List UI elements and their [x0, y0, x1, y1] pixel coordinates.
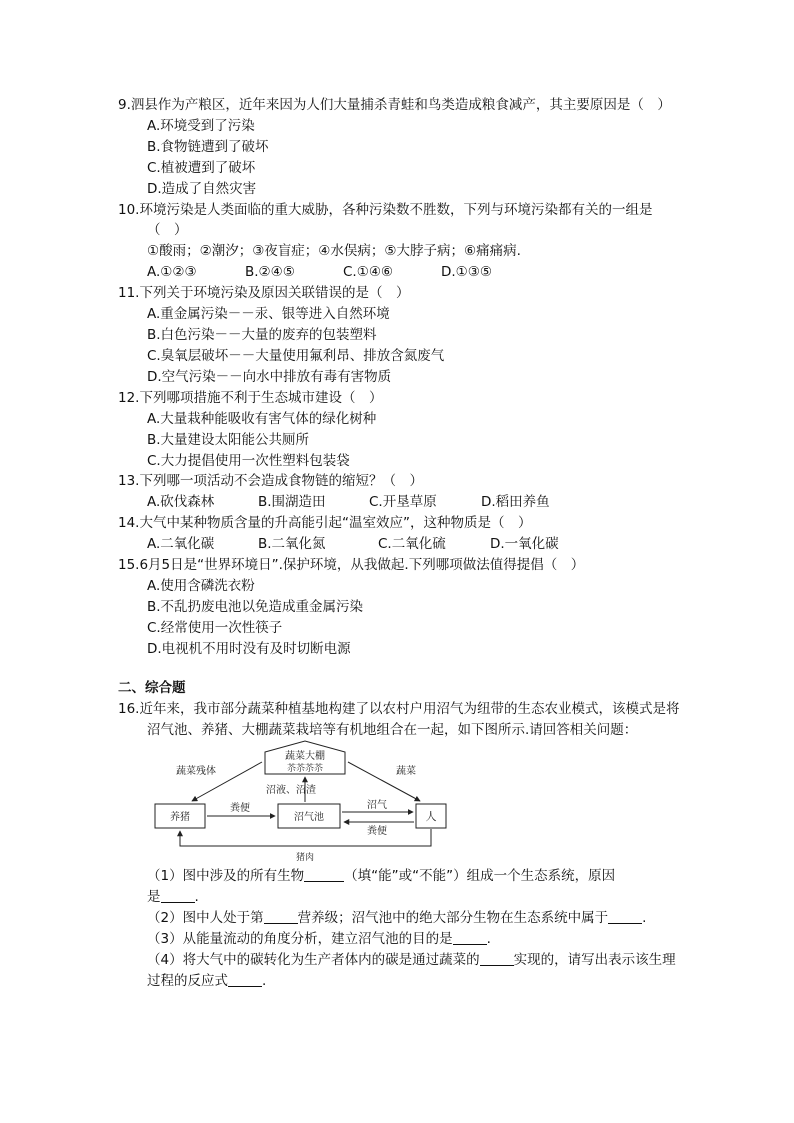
- q16-sub2-text-a: （2）图中人处于第: [147, 910, 264, 926]
- q12-option-c: C.大力提倡使用一次性塑料包装袋: [147, 453, 350, 469]
- q16-sub1-blank2[interactable]: [161, 889, 195, 903]
- label-manure-human: 粪便: [367, 826, 387, 837]
- q14-options: [147, 535, 577, 553]
- human-label: 人: [425, 810, 437, 823]
- q15-option-d: D.电视机不用时没有及时切断电源: [147, 641, 351, 657]
- q12-stem: 12.下列哪项措施不利于生态城市建设（ ）: [118, 390, 383, 406]
- q13-options: [147, 493, 567, 511]
- q10-option-d: D.①③⑤: [441, 264, 492, 280]
- q14-option-a: A.二氧化碳: [147, 536, 215, 552]
- plants-glyphs: 苶苶苶苶: [286, 764, 324, 774]
- q12-option-a: A.大量栽种能吸收有害气体的绿化树种: [147, 411, 377, 427]
- q9-stem: 9.泗县作为产粮区，近年来因为人们大量捕杀青蛙和鸟类造成粮食减产，其主要原因是（ ）: [118, 97, 671, 113]
- q16-sub3: [147, 930, 491, 948]
- greenhouse-label: 蔬菜大棚: [285, 751, 325, 762]
- label-manure-pig: 粪便: [230, 803, 250, 814]
- q12-option-b: B.大量建设太阳能公共厕所: [147, 432, 310, 448]
- q16-stem-line1: 16.近年来，我市部分蔬菜种植基地构建了以农村户用沼气为纽带的生态农业模式，该模式是将: [118, 701, 680, 717]
- q16-sub3-blank[interactable]: [453, 931, 487, 945]
- q16-sub1-blank1[interactable]: [304, 868, 344, 882]
- q13-option-c: C.开垦草原: [369, 494, 437, 510]
- q15-stem: 15.6月5日是“世界环境日”.保护环境，从我做起.下列哪项做法值得提倡（ ）: [118, 557, 585, 573]
- q10-option-b: B.②④⑤: [245, 264, 295, 280]
- q15-option-b: B.不乱扔废电池以免造成重金属污染: [147, 599, 364, 615]
- q16-sub2-text-c: .: [642, 910, 647, 926]
- q16-sub2: [147, 909, 646, 927]
- q16-sub4-blank2[interactable]: [228, 973, 262, 987]
- label-residue: 蔬菜残体: [176, 766, 216, 777]
- q16-sub1-line2: [147, 888, 199, 906]
- q11-option-b: B.白色污染－－大量的废弃的包装塑料: [147, 327, 377, 343]
- q16-sub2-blank1[interactable]: [264, 910, 298, 924]
- q16-sub1-text-b: （填“能”或“不能”）组成一个生态系统，原因: [344, 868, 616, 884]
- q16-sub4-line2: [147, 972, 266, 990]
- label-vegetable: 蔬菜: [396, 766, 416, 777]
- q16-sub4-text-a: （4）将大气中的碳转化为生产者体内的碳是通过蔬菜的: [147, 952, 480, 968]
- label-slurry: 沼液、沼渣: [266, 785, 316, 796]
- q16-sub1-text-c: 是: [147, 889, 161, 905]
- q16-sub4-text-c: 过程的反应式: [147, 973, 228, 989]
- q13-stem: 13.下列哪一项活动不会造成食物链的缩短？（ ）: [118, 473, 423, 489]
- q10-stem-cont: （ ）: [147, 222, 188, 238]
- q11-stem: 11.下列关于环境污染及原因关联错误的是（ ）: [118, 285, 410, 301]
- q16-sub4-line1: [147, 951, 676, 969]
- q16-sub2-text-b: 营养级；沼气池中的绝大部分生物在生态系统中属于: [297, 910, 609, 926]
- q11-option-d: D.空气污染－－向水中排放有毒有害物质: [147, 369, 392, 385]
- q16-stem-line2: 沼气池、养猪、大棚蔬菜栽培等有机地组合在一起，如下图所示.请回答相关问题：: [147, 722, 638, 738]
- q16-sub1-text-a: （1）图中涉及的所有生物: [147, 868, 305, 884]
- q10-options: [147, 263, 547, 281]
- pig-box: [155, 804, 205, 828]
- q10-stem: 10.环境污染是人类面临的重大威胁，各种污染数不胜数，下列与环境污染都有关的一组是: [118, 202, 653, 218]
- biogas-box: [278, 804, 340, 828]
- q15-option-c: C.经常使用一次性筷子: [147, 620, 283, 636]
- q16-sub1-line1: [147, 867, 615, 885]
- q16-sub4-blank1[interactable]: [480, 952, 514, 966]
- arrow-pork: [180, 829, 431, 846]
- q13-option-a: A.砍伐森林: [147, 494, 215, 510]
- q11-option-a: A.重金属污染－－汞、银等进入自然环境: [147, 306, 390, 322]
- q16-sub2-blank2[interactable]: [608, 910, 642, 924]
- eco-agriculture-diagram: [150, 738, 460, 866]
- q11-option-c: C.臭氧层破坏－－大量使用氟利昂、排放含氮废气: [147, 348, 445, 364]
- pig-label: 养猪: [170, 812, 190, 823]
- q16-sub4-text-b: 实现的，请写出表示该生理: [513, 952, 676, 968]
- biogas-label: 沼气池: [294, 812, 324, 823]
- q16-sub3-text-a: （3）从能量流动的角度分析，建立沼气池的目的是: [147, 931, 453, 947]
- q9-option-a: A.环境受到了污染: [147, 118, 255, 134]
- q10-items: ①酸雨；②潮汐；③夜盲症；④水俣病；⑤大脖子病；⑥痛痛病.: [147, 243, 521, 259]
- q9-option-c: C.植被遭到了破坏: [147, 160, 256, 176]
- q14-stem: 14.大气中某种物质含量的升高能引起“温室效应”，这种物质是（ ）: [118, 515, 532, 531]
- section-heading: 二、综合题: [118, 680, 186, 696]
- q14-option-c: C.二氧化硫: [378, 536, 446, 552]
- q15-option-a: A.使用含磷洗衣粉: [147, 578, 255, 594]
- q9-option-d: D.造成了自然灾害: [147, 181, 257, 197]
- greenhouse-box: [265, 741, 345, 774]
- q16-sub1-text-d: .: [194, 889, 199, 905]
- label-gas: 沼气: [367, 800, 387, 811]
- q14-option-d: D.一氧化碳: [490, 536, 559, 552]
- human-box: [416, 804, 446, 828]
- q16-sub4-text-d: .: [262, 973, 267, 989]
- q16-sub3-text-b: .: [486, 931, 491, 947]
- label-pork: 猪肉: [295, 853, 315, 863]
- q13-option-b: B.围湖造田: [258, 494, 326, 510]
- q13-option-d: D.稻田养鱼: [481, 494, 550, 510]
- q10-option-a: A.①②③: [147, 264, 197, 280]
- q14-option-b: B.二氧化氮: [258, 536, 326, 552]
- q10-option-c: C.①④⑥: [343, 264, 394, 280]
- q9-option-b: B.食物链遭到了破坏: [147, 139, 269, 155]
